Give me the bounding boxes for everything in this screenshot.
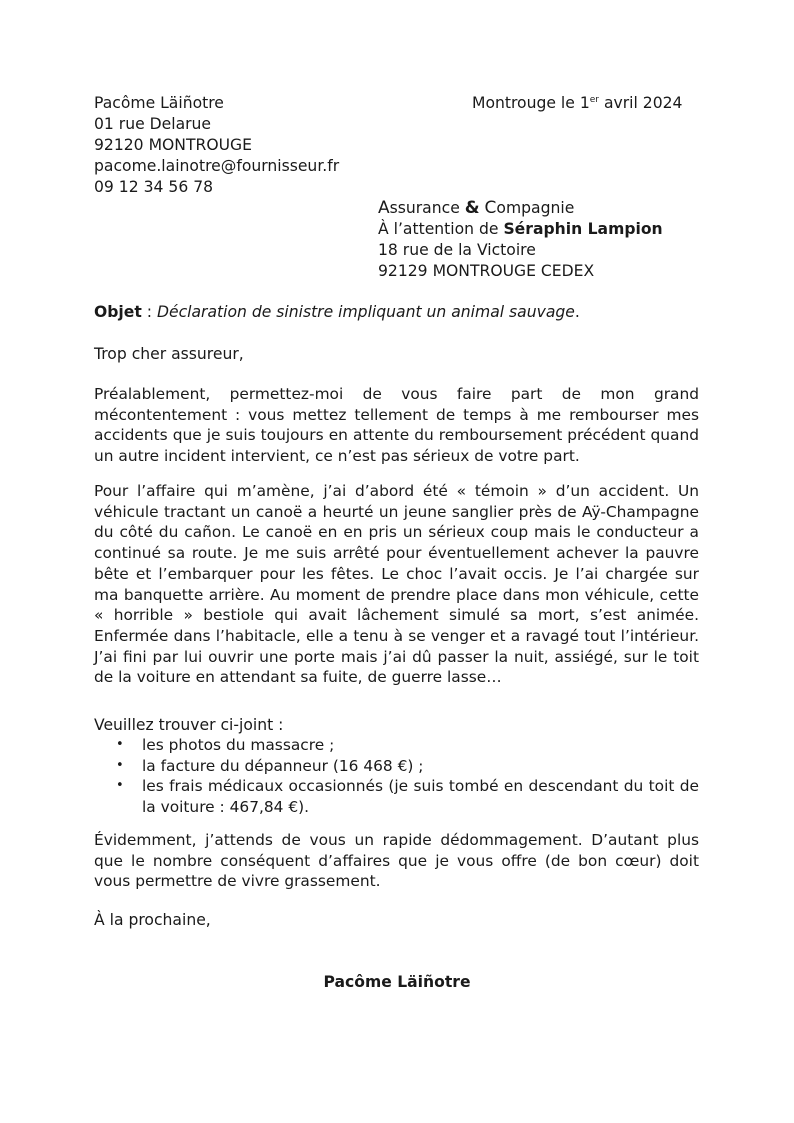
place-date-ordinal: er <box>589 95 599 105</box>
recipient-block <box>378 198 708 282</box>
bullet-icon: • <box>116 778 124 794</box>
place-date-prefix: Montrouge le 1 <box>472 94 590 112</box>
paragraph-incident: Pour l’affaire qui m’amène, j’ai d’abord été « témoin » d’un accident. Un véhicule tractant un canoë a heurté un jeune sanglier près de Aÿ-Champagne du côté du cañon. Le canoë en en pris un sérieux coup mais le conducteur a continué sa route. Je me suis arrêté pour éventuellement achever la pauvre bête et l’embarquer pour les fêtes. Le choc l’avait occis. Je l’ai chargée sur ma banquette arrière. Au moment de prendre place dans mon véhicule, cette « horrible » bestiole qui avait lâchement simulé sa mort, s’est animée. Enfermée dans l’habitacle, elle a tenu à se venger et a ravagé tout l’intérieur. J’ai fini par lui ouvrir une porte mais j’ai dû passer la nuit, assiégé, sur le toit de la voiture en attendant sa fuite, de guerre lasse… <box>94 482 699 687</box>
bullet-icon: • <box>116 757 124 773</box>
company-ampersand: & <box>464 198 480 218</box>
recipient-attention <box>378 219 708 240</box>
recipient-city: 92129 MONTROUGE CEDEX <box>378 262 595 280</box>
object-label: Objet <box>94 303 142 321</box>
bullet-icon: • <box>116 737 124 752</box>
recipient-street: 18 rue de la Victoire <box>378 241 536 259</box>
salutation: Trop cher assureur, <box>94 345 244 363</box>
attention-prefix: À l’attention de <box>378 220 504 238</box>
company-initial-c: C <box>484 198 497 218</box>
sender-block <box>94 93 414 198</box>
object-separator: : <box>141 303 157 321</box>
attachments-intro: Veuillez trouver ci-joint : <box>94 716 284 734</box>
company-rest-a: ssurance <box>389 199 465 217</box>
place-date-suffix: avril 2024 <box>599 94 683 112</box>
place-date <box>472 93 682 114</box>
signature: Pacôme Läiñotre <box>323 973 471 991</box>
closing: À la prochaine, <box>94 911 211 929</box>
list-item-text: la facture du dépanneur (16 468 €) ; <box>142 756 424 775</box>
sender-city: 92120 MONTROUGE <box>94 136 252 154</box>
recipient-company <box>378 198 708 219</box>
sender-email: pacome.lainotre@fournisseur.fr <box>94 157 340 175</box>
attention-name: Séraphin Lampion <box>503 220 663 238</box>
list-item-text: les photos du massacre ; <box>142 736 335 754</box>
sender-name: Pacôme Läiñotre <box>94 94 224 112</box>
company-initial-a: A <box>378 198 390 218</box>
company-rest-c: ompagnie <box>496 199 575 217</box>
paragraph-intro: Préalablement, permettez-moi de vous faire part de mon grand mécontentement : vous mettez tellement de temps à me rembourser mes accidents que je suis toujours en attente du remboursement précédent quand un autre incident intervient, ce n’est pas sérieux de votre part. <box>94 385 699 466</box>
object-line <box>94 302 580 323</box>
sender-street: 01 rue Delarue <box>94 115 212 133</box>
list-item <box>94 735 699 756</box>
list-item <box>94 776 699 817</box>
paragraph-conclusion: Évidemment, j’attends de vous un rapide dédommagement. D’autant plus que le nombre conséquent d’affaires que je vous offre (de bon cœur) doit vous permettre de vivre grassement. <box>94 831 699 891</box>
object-end: . <box>574 303 580 321</box>
attachments-list <box>94 735 699 818</box>
list-item <box>94 756 699 777</box>
object-text: Déclaration de sinistre impliquant un animal sauvage <box>156 303 575 321</box>
list-item-text: les frais médicaux occasionnés (je suis tombé en descendant du toit de la voiture : 467,84 €). <box>142 777 699 817</box>
sender-phone: 09 12 34 56 78 <box>94 178 214 196</box>
